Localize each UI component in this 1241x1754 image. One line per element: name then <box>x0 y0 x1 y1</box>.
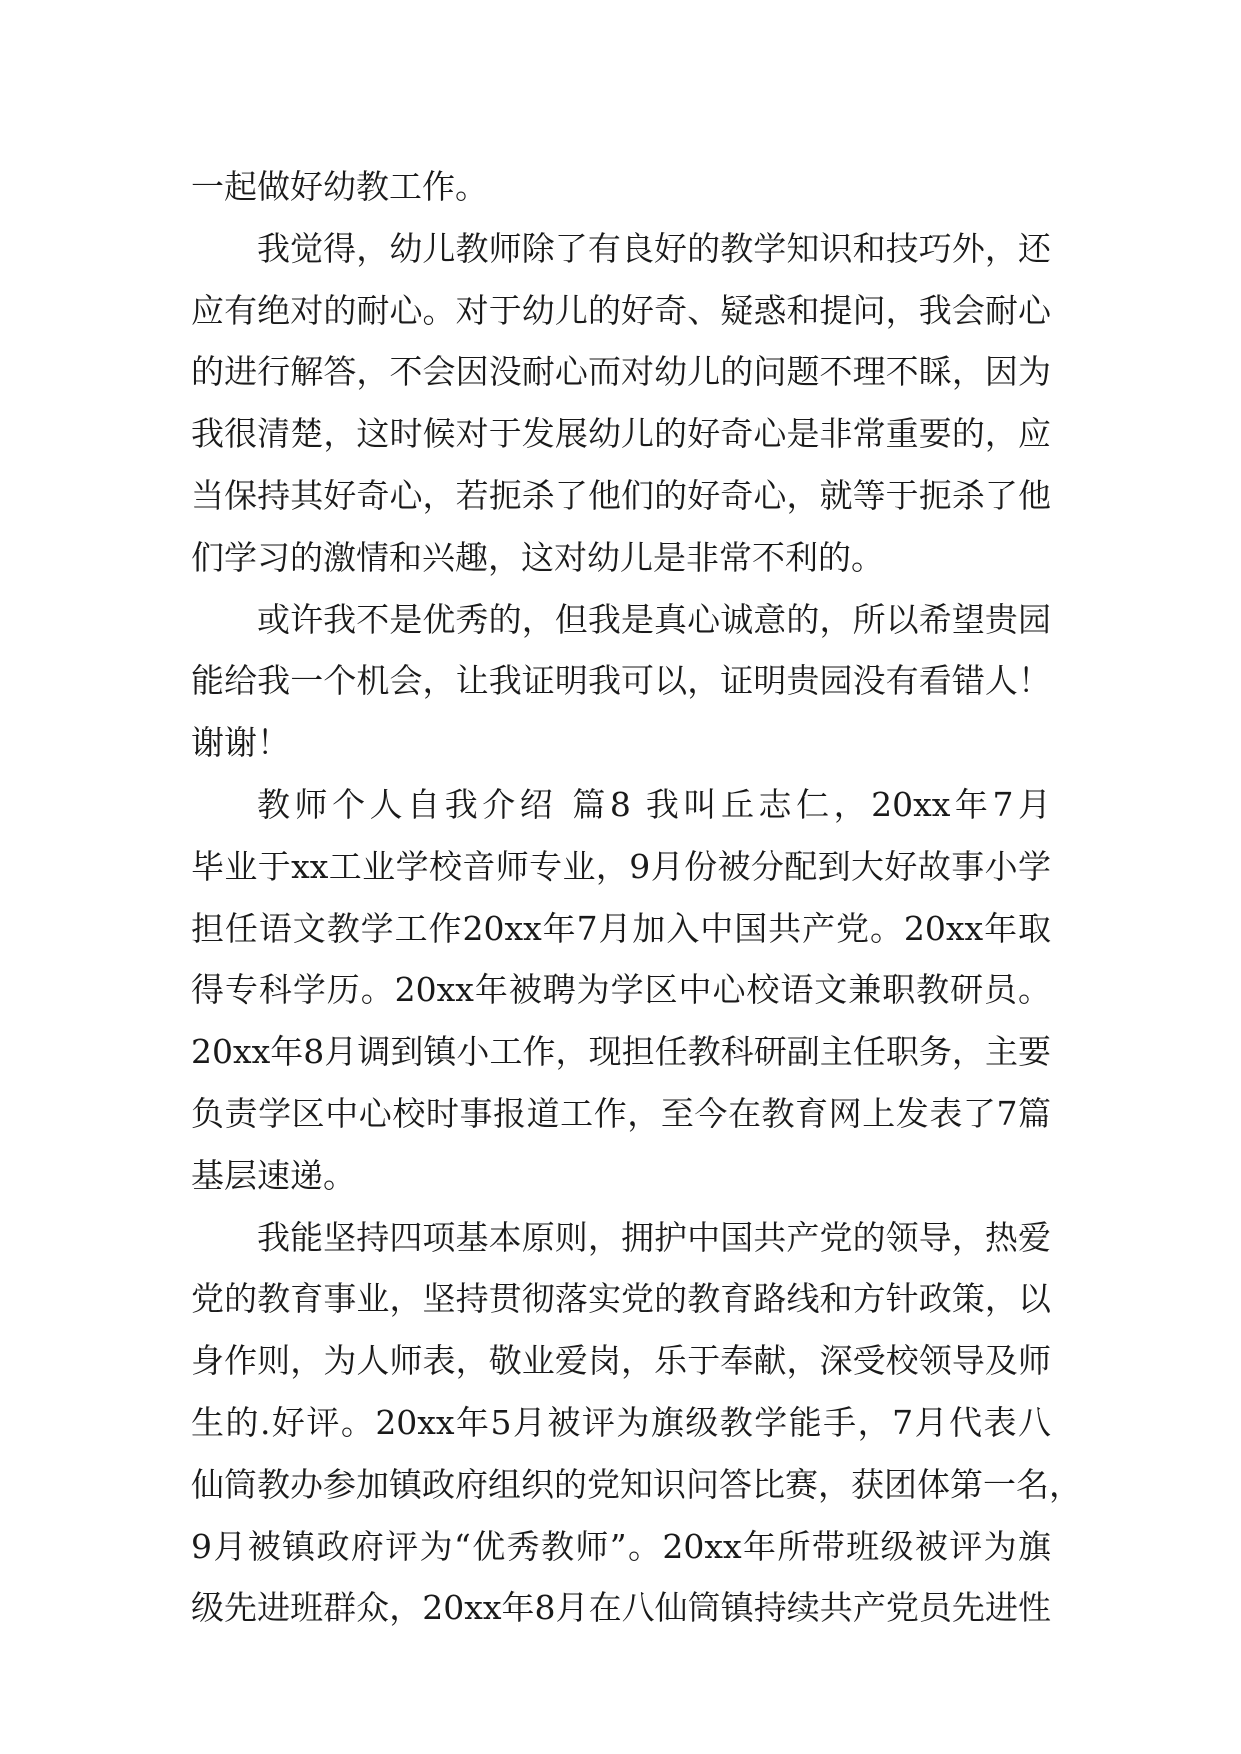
text-line: 我觉得，幼儿教师除了有良好的教学知识和技巧外，还 <box>257 228 1051 268</box>
text-line: 9月被镇政府评为“优秀教师”。20xx年所带班级被评为旗 <box>191 1526 1051 1566</box>
text-line: 或许我不是优秀的，但我是真心诚意的，所以希望贵园 <box>257 599 1051 639</box>
body-text <box>191 156 1082 1639</box>
text-line: 身作则，为人师表，敬业爱岗，乐于奉献，深受校领导及师 <box>191 1341 1051 1381</box>
text-line: 生的.好评。20xx年5月被评为旗级教学能手，7月代表八 <box>191 1402 1051 1442</box>
text-line: 仙筒教办参加镇政府组织的党知识问答比赛，获团体第一名， <box>191 1464 1082 1504</box>
text-line: 教师个人自我介绍 篇8 我叫丘志仁，20xx年7月 <box>257 784 1051 824</box>
text-line: 担任语文教学工作20xx年7月加入中国共产党。20xx年取 <box>191 908 1051 948</box>
text-line: 谢谢！ <box>191 723 290 763</box>
text-line: 一起做好幼教工作。 <box>191 167 488 206</box>
text-line: 20xx年8月调到镇小工作，现担任教科研副主任职务，主要 <box>191 1032 1051 1072</box>
text-line: 毕业于xx工业学校音师专业，9月份被分配到大好故事小学 <box>191 846 1051 886</box>
text-line: 我很清楚，这时候对于发展幼儿的好奇心是非常重要的，应 <box>191 414 1051 454</box>
text-line: 基层速递。 <box>191 1155 356 1195</box>
text-line: 级先进班群众，20xx年8月在八仙筒镇持续共产党员先进性 <box>191 1588 1051 1628</box>
text-line: 负责学区中心校时事报道工作，至今在教育网上发表了7篇 <box>191 1093 1051 1133</box>
text-line: 得专科学历。20xx年被聘为学区中心校语文兼职教研员。 <box>191 970 1051 1010</box>
text-line: 我能坚持四项基本原则，拥护中国共产党的领导，热爱 <box>257 1217 1051 1257</box>
text-line: 的进行解答，不会因没耐心而对幼儿的问题不理不睬，因为 <box>191 352 1051 392</box>
text-line: 应有绝对的耐心。对于幼儿的好奇、疑惑和提问，我会耐心 <box>191 290 1051 330</box>
text-line: 当保持其好奇心，若扼杀了他们的好奇心，就等于扼杀了他 <box>191 475 1051 515</box>
text-line: 们学习的激情和兴趣，这对幼儿是非常不利的。 <box>191 537 884 577</box>
text-line: 党的教育事业，坚持贯彻落实党的教育路线和方针政策，以 <box>191 1279 1051 1319</box>
text-line: 能给我一个机会，让我证明我可以，证明贵园没有看错人！ <box>191 661 1051 701</box>
